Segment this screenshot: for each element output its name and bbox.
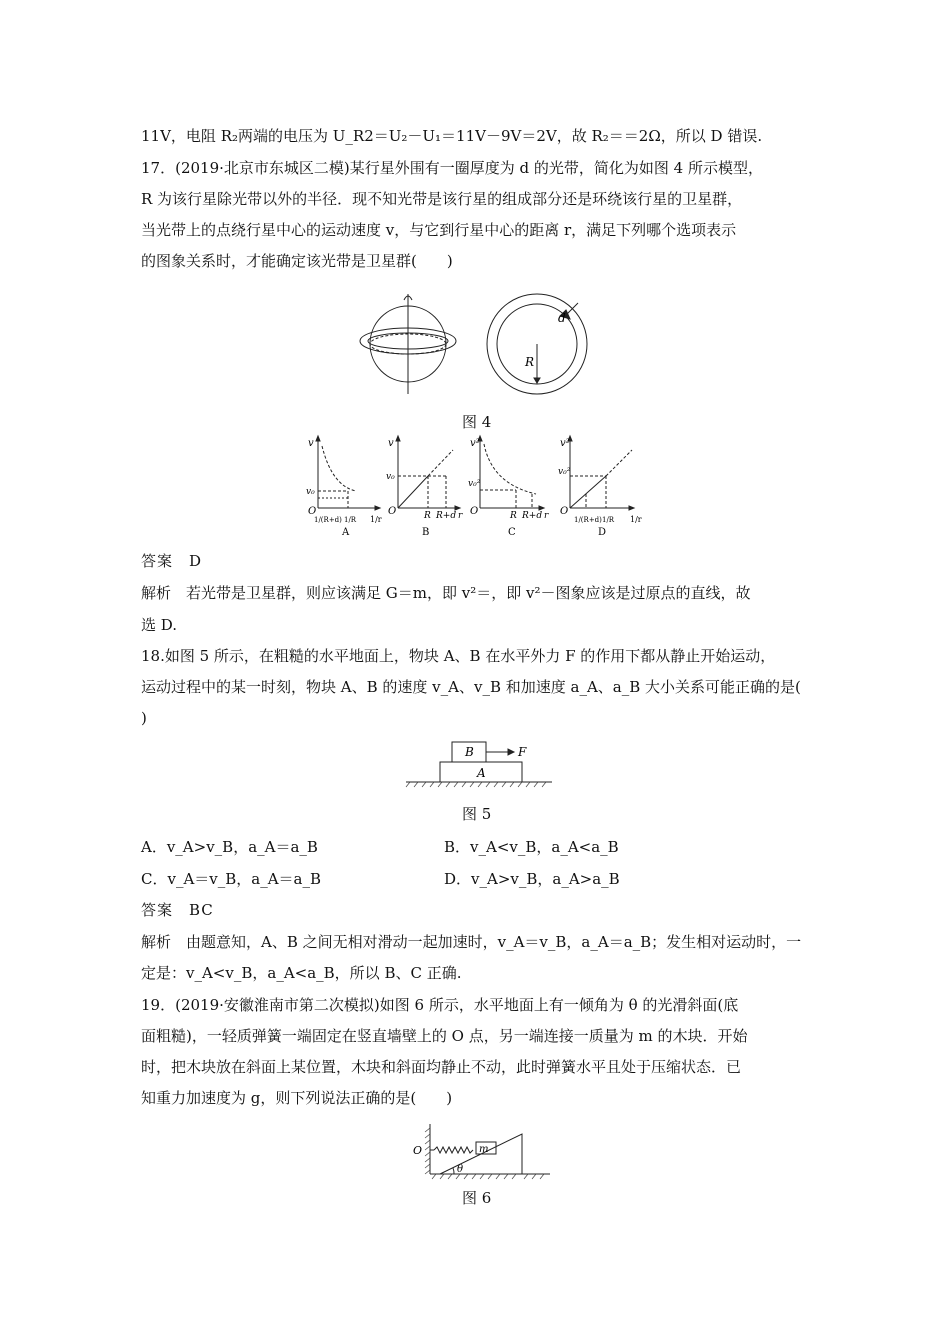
tick-y0: v₀ [386,472,395,482]
answer-17: 答案 D [141,552,203,570]
tick-2: 1/R [602,516,615,524]
origin-label: O [308,506,317,517]
text-line: 11V，电阻 R₂两端的电压为 U_R2＝U₂－U₁＝11V－9V＝2V，故 R₂＝＝2Ω，所以 D 错误. [141,127,763,145]
tick-y0: v₀² [468,479,481,489]
axis-y-label: v [308,438,314,449]
axis-x-label: r [458,511,463,521]
axis-y-label: v² [470,438,480,449]
graph-label: B [422,527,430,538]
option-C: C．v_A＝v_B，a_A＝a_B [141,870,322,888]
tick-2: R+d [522,511,543,521]
axis-y-label: v [388,438,394,449]
answer-18: 答案 BC [141,901,214,919]
label-B: B [465,745,474,759]
tick-1: 1/(R+d) [314,516,342,524]
question-17-line: 当光带上的点绕行星中心的运动速度 v，与它到行星中心的距离 r，满足下列哪个选项表示 [141,221,737,239]
question-17-line: 的图象关系时，才能确定该光带是卫星群( ) [141,252,453,270]
ring-top-view [487,294,587,394]
label-R: R [525,355,535,369]
figure-5-blocks [404,738,554,788]
question-19-line: 面粗糙)，一轻质弹簧一端固定在竖直墙壁上的 O 点，另一端连接一质量为 m 的木块．开始 [141,1027,748,1045]
tick-1: R [424,511,431,521]
label-A: A [477,766,486,780]
label-O: O [413,1144,423,1157]
question-18-line: 运动过程中的某一时刻，物块 A、B 的速度 v_A、v_B 和加速度 a_A、a_B 大小关系可能正确的是( [141,678,801,696]
question-17-line: R 为该行星除光带以外的半径．现不知光带是该行星的组成部分还是环绕该行星的卫星群， [141,190,743,208]
label-theta: θ [457,1164,464,1175]
question-19-line: 时，把木块放在斜面上某位置，木块和斜面均静止不动，此时弹簧水平且处于压缩状态．已 [141,1058,742,1076]
axis-x-label: 1/r [630,515,642,524]
axis-x-label: 1/r [370,515,382,524]
origin-label: O [388,506,397,517]
option-B: B．v_A<v_B，a_A<a_B [444,838,619,856]
tick-1: R [510,511,517,521]
figure-6-caption: 图 6 [462,1189,492,1207]
tick-2: 1/R [344,516,357,524]
explanation-18: 解析 由题意知，A、B 之间无相对滑动一起加速时，v_A＝v_B，a_A＝a_B；发生相对运动时，一 [141,933,802,951]
tick-y0: v₀ [306,487,315,497]
graph-label: A [342,527,350,538]
option-A: A．v_A>v_B，a_A＝a_B [141,838,318,856]
tick-1: 1/(R+d) [574,516,602,524]
explanation-17: 解析 若光带是卫星群，则应该满足 G＝m，即 v²＝，即 v²－图象应该是过原点的直线，故 [141,584,751,602]
question-18-line: 18.如图 5 所示，在粗糙的水平地面上，物块 A、B 在水平外力 F 的作用下都从静止开始运动， [141,647,776,665]
question-17-line: 17．(2019·北京市东城区二模)某行星外围有一圈厚度为 d 的光带，简化为如图 4 所示模型， [141,159,763,177]
explanation-18: 定是：v_A<v_B，a_A<a_B，所以 B、C 正确. [141,964,462,982]
label-F: F [518,745,527,759]
axis-x-label: r [544,511,549,521]
option-D: D．v_A>v_B，a_A>a_B [444,870,620,888]
question-19-line: 知重力加速度为 g，则下列说法正确的是( ) [141,1089,453,1107]
axis-y-label: v² [560,438,570,449]
tick-2: R+d [436,511,457,521]
question-18-line: ) [141,709,147,727]
label-d: d [558,311,566,325]
graph-label: D [598,527,607,538]
figure-4-caption: 图 4 [462,413,492,431]
figure-5-caption: 图 5 [462,805,492,823]
figure-4-planet-ring [360,286,600,396]
label-m: m [479,1144,489,1155]
tick-y0: v₀² [558,467,571,477]
question-19-line: 19．(2019·安徽淮南市第二次模拟)如图 6 所示，水平地面上有一倾角为 θ 的光滑斜面(底 [141,996,739,1014]
origin-label: O [470,506,479,517]
figure-6-incline-spring [410,1120,560,1180]
explanation-17: 选 D. [141,616,178,634]
planet-sphere [360,294,456,394]
graph-label: C [508,527,516,538]
origin-label: O [560,506,569,517]
